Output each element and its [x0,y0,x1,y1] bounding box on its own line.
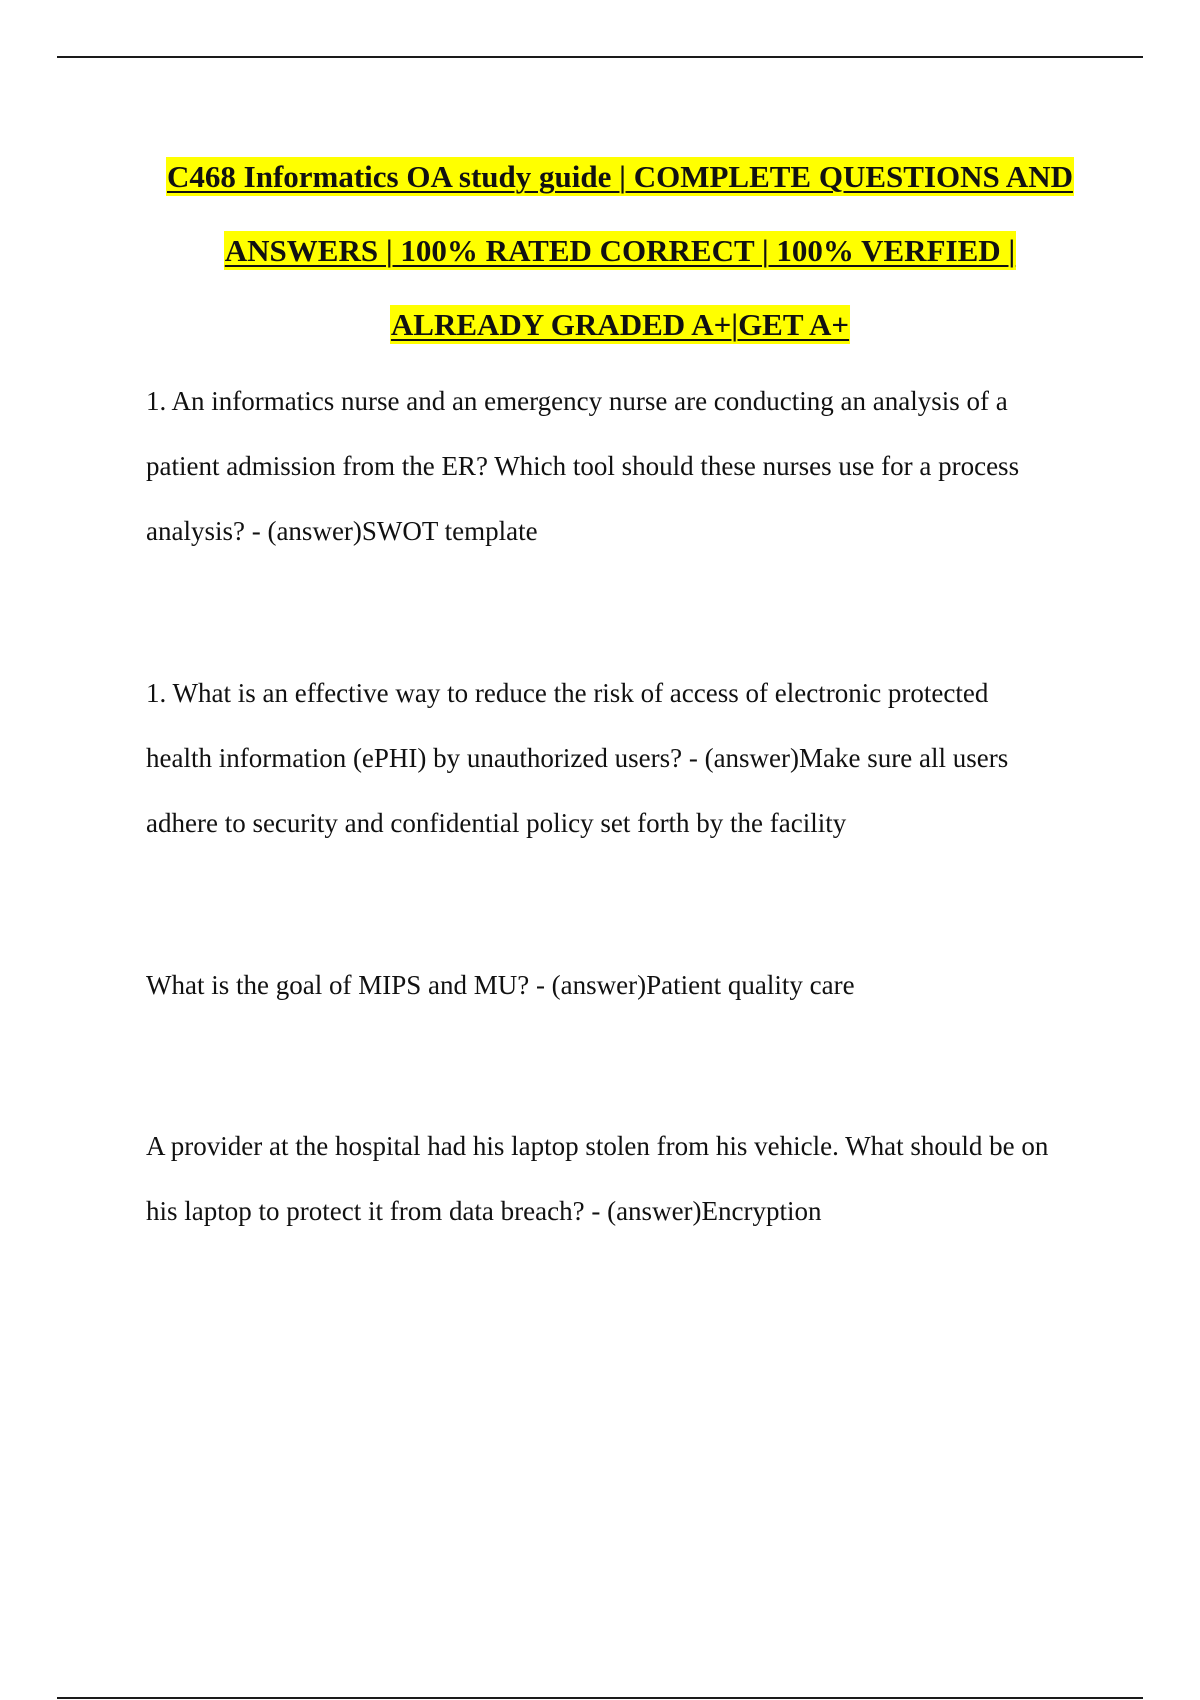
qa-paragraph [146,369,1106,564]
qa-line: patient admission from the ER? Which tool should these nurses use for a process [146,451,1020,481]
qa-paragraph [146,1114,1106,1244]
qa-item [146,1114,1106,1244]
qa-line: analysis? - (answer)SWOT template [146,516,538,546]
qa-item [146,369,1106,564]
qa-line: A provider at the hospital had his laptop stolen from his vehicle. What should be on [146,1131,1049,1161]
qa-paragraph [146,661,1106,856]
qa-item [146,953,1106,1018]
qa-line: his laptop to protect it from data breach? - (answer)Encryption [146,1196,822,1226]
title-line: ALREADY GRADED A+|GET A+ [390,307,850,342]
qa-line: What is the goal of MIPS and MU? - (answer)Patient quality care [146,970,855,1000]
title-line: ANSWERS | 100% RATED CORRECT | 100% VERFIED | [224,233,1016,268]
qa-line: adhere to security and confidential policy set forth by the facility [146,808,847,838]
title-line: C468 Informatics OA study guide | COMPLETE QUESTIONS AND [167,159,1073,194]
qa-line: 1. An informatics nurse and an emergency nurse are conducting an analysis of a [146,386,1008,416]
qa-item [146,661,1106,856]
qa-paragraph [146,953,1106,1018]
page-top-rule [57,56,1143,58]
document-title [140,140,1100,362]
qa-line: health information (ePHI) by unauthorized users? - (answer)Make sure all users [146,743,1009,773]
page-bottom-rule [57,1697,1143,1699]
qa-line: 1. What is an effective way to reduce the risk of access of electronic protected [146,678,989,708]
